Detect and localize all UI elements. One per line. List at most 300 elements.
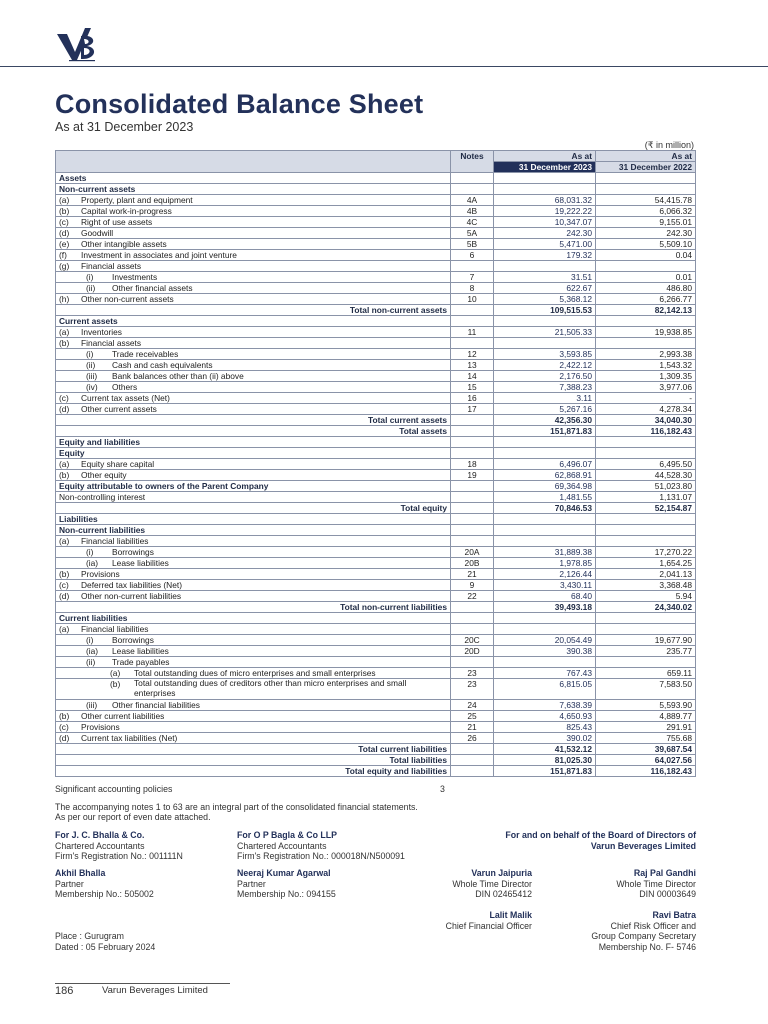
row-value-2023: 69,364.98 — [494, 481, 596, 492]
row-value-2022: 755.68 — [596, 733, 696, 744]
row-text: Non-current assets — [59, 184, 136, 194]
row-text: Bank balances other than (ii) above — [112, 371, 244, 381]
row-value-2022: 235.77 — [596, 646, 696, 657]
row-value-2023 — [494, 173, 596, 184]
row-value-2023: 7,638.39 — [494, 700, 596, 711]
row-note: 21 — [451, 569, 494, 580]
header-notes: Notes — [451, 151, 494, 173]
row-value-2022: 116,182.43 — [596, 426, 696, 437]
row-letter: (d) — [59, 228, 70, 238]
notes-text-2: As per our report of even date attached. — [55, 812, 211, 822]
row-value-2023: 42,356.30 — [494, 415, 596, 426]
signatory-1-name: Akhil Bhalla — [55, 868, 106, 878]
row-note: 20D — [451, 646, 494, 657]
row-text: Total liabilities — [389, 755, 447, 765]
row-label — [56, 261, 451, 272]
signatory-2-name: Neeraj Kumar Agarwal — [237, 868, 331, 878]
row-letter: (c) — [59, 722, 69, 732]
row-value-2023 — [494, 338, 596, 349]
row-letter: (ii) — [86, 657, 96, 667]
row-value-2023: 19,222.22 — [494, 206, 596, 217]
row-value-2023: 5,471.00 — [494, 239, 596, 250]
auditor-1 — [55, 830, 183, 862]
row-value-2022 — [596, 536, 696, 547]
row-text: Lease liabilities — [112, 558, 169, 568]
row-label — [56, 448, 451, 459]
row-value-2023: 62,868.91 — [494, 470, 596, 481]
footer-company: Varun Beverages Limited — [102, 985, 208, 996]
table-row — [56, 657, 696, 668]
row-letter: (d) — [59, 404, 70, 414]
row-text: Other current assets — [81, 404, 157, 414]
row-value-2023 — [494, 437, 596, 448]
row-value-2023 — [494, 316, 596, 327]
row-text: Current tax assets (Net) — [81, 393, 170, 403]
row-value-2023: 2,176.50 — [494, 371, 596, 382]
row-value-2023: 10,347.07 — [494, 217, 596, 228]
table-row — [56, 668, 696, 679]
row-label — [56, 766, 451, 777]
row-value-2023: 7,388.23 — [494, 382, 596, 393]
policies-note: 3 — [440, 784, 445, 794]
row-value-2022: 0.01 — [596, 272, 696, 283]
row-label — [56, 382, 451, 393]
row-value-2022: 19,938.85 — [596, 327, 696, 338]
row-value-2022 — [596, 448, 696, 459]
row-note — [451, 448, 494, 459]
notes-text-1: The accompanying notes 1 to 63 are an integral part of the consolidated financial statements. — [55, 802, 418, 812]
row-note — [451, 657, 494, 668]
row-text: Trade receivables — [112, 349, 179, 359]
row-value-2023: 68.40 — [494, 591, 596, 602]
row-label — [56, 613, 451, 624]
row-letter: (b) — [59, 338, 70, 348]
row-value-2022: 17,270.22 — [596, 547, 696, 558]
table-row — [56, 733, 696, 744]
row-note — [451, 437, 494, 448]
signatory-6-id: Membership No. F- 5746 — [598, 941, 696, 952]
table-row — [56, 217, 696, 228]
row-label — [56, 283, 451, 294]
row-text: Cash and cash equivalents — [112, 360, 213, 370]
row-note: 15 — [451, 382, 494, 393]
header-cur-bottom: 31 December 2023 — [494, 162, 596, 173]
row-label — [56, 195, 451, 206]
row-text: Non-controlling interest — [59, 492, 146, 502]
board-block — [505, 830, 696, 851]
unit-note: (₹ in million) — [644, 140, 694, 150]
signatory-1 — [55, 868, 154, 900]
row-text: Other non-current liabilities — [81, 591, 182, 601]
row-text: Investment in associates and joint venture — [81, 250, 237, 260]
row-value-2022: 19,677.90 — [596, 635, 696, 646]
row-text: Financial liabilities — [81, 536, 149, 546]
row-note: 16 — [451, 393, 494, 404]
table-row — [56, 481, 696, 492]
row-value-2023: 1,481.55 — [494, 492, 596, 503]
auditor-2-firm: For O P Bagla & Co LLP — [237, 830, 338, 840]
row-note: 4A — [451, 195, 494, 206]
row-letter: (iv) — [86, 382, 98, 392]
row-label — [56, 184, 451, 195]
signatory-5-name: Lalit Malik — [489, 910, 532, 920]
table-row — [56, 503, 696, 514]
row-text: Trade payables — [112, 657, 170, 667]
board-line2: Varun Beverages Limited — [590, 840, 696, 851]
row-value-2022: 5,593.90 — [596, 700, 696, 711]
page-title: Consolidated Balance Sheet — [55, 89, 424, 119]
row-value-2023: 70,846.53 — [494, 503, 596, 514]
row-text: Liabilities — [59, 514, 98, 524]
table-row — [56, 206, 696, 217]
row-value-2022: 7,583.50 — [596, 679, 696, 700]
row-note: 17 — [451, 404, 494, 415]
row-text: Total equity — [400, 503, 447, 513]
table-row — [56, 261, 696, 272]
table-row — [56, 437, 696, 448]
row-label — [56, 173, 451, 184]
row-text: Borrowings — [112, 547, 154, 557]
signatory-6 — [591, 910, 696, 952]
row-letter: (i) — [86, 635, 94, 645]
row-note: 4B — [451, 206, 494, 217]
auditor-1-line2: Firm's Registration No.: 001111N — [55, 851, 183, 861]
row-value-2022: 52,154.87 — [596, 503, 696, 514]
place-text: Place : Gurugram — [55, 931, 124, 941]
row-label — [56, 338, 451, 349]
table-row — [56, 700, 696, 711]
table-row — [56, 711, 696, 722]
row-note: 10 — [451, 294, 494, 305]
row-value-2022 — [596, 525, 696, 536]
row-text: Other non-current assets — [81, 294, 174, 304]
row-label — [56, 437, 451, 448]
row-label — [56, 744, 451, 755]
row-letter: (a) — [59, 624, 70, 634]
row-letter: (b) — [59, 711, 70, 721]
row-value-2023 — [494, 525, 596, 536]
signatory-5-role: Chief Financial Officer — [445, 920, 532, 931]
row-letter: (h) — [59, 294, 70, 304]
row-letter: (i) — [86, 547, 94, 557]
row-note: 26 — [451, 733, 494, 744]
row-label — [56, 371, 451, 382]
row-value-2022: 291.91 — [596, 722, 696, 733]
row-note: 21 — [451, 722, 494, 733]
row-label — [56, 755, 451, 766]
row-value-2022 — [596, 184, 696, 195]
row-value-2022 — [596, 514, 696, 525]
row-value-2022: 82,142.13 — [596, 305, 696, 316]
row-value-2023: 2,126.44 — [494, 569, 596, 580]
table-row — [56, 536, 696, 547]
row-value-2023 — [494, 624, 596, 635]
dated-text: Dated : 05 February 2024 — [55, 941, 156, 952]
signatory-4-id: DIN 00003649 — [639, 889, 696, 899]
row-label — [56, 525, 451, 536]
table-header-row — [56, 151, 696, 162]
table-row — [56, 294, 696, 305]
row-label — [56, 547, 451, 558]
row-note — [451, 173, 494, 184]
row-label — [56, 305, 451, 316]
row-note: 9 — [451, 580, 494, 591]
row-value-2022: 34,040.30 — [596, 415, 696, 426]
header-prev-top: As at — [596, 151, 696, 162]
table-row — [56, 228, 696, 239]
row-text: Other intangible assets — [81, 239, 167, 249]
row-value-2023: 390.02 — [494, 733, 596, 744]
row-label — [56, 492, 451, 503]
row-note — [451, 525, 494, 536]
row-label — [56, 711, 451, 722]
row-letter: (a) — [59, 459, 70, 469]
row-value-2023: 3,593.85 — [494, 349, 596, 360]
auditor-1-line1: Chartered Accountants — [55, 840, 145, 851]
table-row — [56, 624, 696, 635]
footer-rule — [55, 983, 230, 984]
row-note: 24 — [451, 700, 494, 711]
row-label — [56, 657, 451, 668]
row-value-2022 — [596, 657, 696, 668]
row-value-2023: 3.11 — [494, 393, 596, 404]
row-note — [451, 503, 494, 514]
signatory-3 — [452, 868, 532, 900]
row-label — [56, 228, 451, 239]
row-value-2022: 5.94 — [596, 591, 696, 602]
row-value-2022 — [596, 624, 696, 635]
table-row — [56, 470, 696, 481]
row-letter: (b) — [59, 470, 70, 480]
row-text: Property, plant and equipment — [81, 195, 193, 205]
row-text: Financial liabilities — [81, 624, 149, 634]
row-note — [451, 184, 494, 195]
table-row — [56, 569, 696, 580]
row-letter: (a) — [59, 195, 70, 205]
row-label — [56, 503, 451, 514]
row-value-2022: 5,509.10 — [596, 239, 696, 250]
row-text: Total outstanding dues of creditors other than micro enterprises and small enterprises — [134, 678, 407, 698]
row-value-2022: 6,066.32 — [596, 206, 696, 217]
row-label — [56, 580, 451, 591]
row-text: Others — [112, 382, 138, 392]
row-note: 5B — [451, 239, 494, 250]
row-label — [56, 668, 451, 679]
row-label — [56, 646, 451, 657]
auditor-2-line2: Firm's Registration No.: 000018N/N500091 — [237, 851, 405, 861]
row-value-2022 — [596, 173, 696, 184]
row-text: Assets — [59, 173, 87, 183]
row-note — [451, 602, 494, 613]
row-letter: (ia) — [86, 646, 99, 656]
row-text: Total current assets — [368, 415, 447, 425]
balance-sheet-table — [55, 150, 696, 777]
row-label — [56, 206, 451, 217]
row-letter: (ia) — [86, 558, 99, 568]
row-value-2023: 151,871.83 — [494, 766, 596, 777]
table-row — [56, 173, 696, 184]
row-value-2022: 6,495.50 — [596, 459, 696, 470]
row-letter: (b) — [59, 569, 70, 579]
header-prev-bottom: 31 December 2022 — [596, 162, 696, 173]
header-rule — [0, 66, 768, 67]
row-text: Total current liabilities — [358, 744, 447, 754]
signatory-1-role: Partner — [55, 878, 84, 889]
row-letter: (ii) — [86, 360, 96, 370]
table-row — [56, 272, 696, 283]
page-number: 186 — [55, 985, 74, 997]
signatory-6-role2: Group Company Secretary — [591, 931, 696, 941]
signatory-3-id: DIN 02465412 — [475, 889, 532, 899]
row-label — [56, 272, 451, 283]
signatory-4-role: Whole Time Director — [616, 878, 696, 889]
row-letter: (d) — [59, 591, 70, 601]
row-value-2023: 31,889.38 — [494, 547, 596, 558]
table-row — [56, 558, 696, 569]
place-date — [55, 931, 155, 952]
row-letter: (b) — [59, 206, 70, 216]
row-text: Total outstanding dues of micro enterprises and small enterprises — [134, 668, 376, 678]
row-note — [451, 536, 494, 547]
row-value-2023: 767.43 — [494, 668, 596, 679]
row-value-2022: 2,993.38 — [596, 349, 696, 360]
row-label — [56, 239, 451, 250]
signatory-4-name: Raj Pal Gandhi — [633, 868, 696, 878]
row-label — [56, 426, 451, 437]
row-value-2022: 0.04 — [596, 250, 696, 261]
row-value-2022 — [596, 613, 696, 624]
table-row — [56, 448, 696, 459]
row-text: Non-current liabilities — [59, 525, 146, 535]
row-letter: (i) — [86, 272, 94, 282]
row-letter: (a) — [110, 668, 121, 678]
row-value-2022 — [596, 338, 696, 349]
row-note: 25 — [451, 711, 494, 722]
table-row — [56, 646, 696, 657]
row-value-2022: 1,131.07 — [596, 492, 696, 503]
row-value-2023: 6,815.05 — [494, 679, 596, 700]
table-row — [56, 415, 696, 426]
row-label — [56, 679, 451, 700]
table-row — [56, 250, 696, 261]
row-value-2023: 151,871.83 — [494, 426, 596, 437]
row-value-2023: 1,978.85 — [494, 558, 596, 569]
table-row — [56, 744, 696, 755]
table-row — [56, 371, 696, 382]
row-label — [56, 360, 451, 371]
row-value-2022: 242.30 — [596, 228, 696, 239]
row-value-2022 — [596, 261, 696, 272]
table-row — [56, 525, 696, 536]
row-value-2022: 2,041.13 — [596, 569, 696, 580]
row-note — [451, 613, 494, 624]
row-text: Investments — [112, 272, 158, 282]
row-label — [56, 635, 451, 646]
row-value-2022 — [596, 316, 696, 327]
row-value-2023: 5,368.12 — [494, 294, 596, 305]
row-text: Current tax liabilities (Net) — [81, 733, 178, 743]
company-logo — [55, 22, 99, 62]
table-row — [56, 305, 696, 316]
table-row — [56, 679, 696, 700]
row-note: 20C — [451, 635, 494, 646]
row-text: Other financial liabilities — [112, 700, 200, 710]
signatory-6-role1: Chief Risk Officer and — [610, 920, 696, 931]
row-note: 7 — [451, 272, 494, 283]
row-note — [451, 492, 494, 503]
row-text: Equity share capital — [81, 459, 155, 469]
table-row — [56, 459, 696, 470]
row-label — [56, 327, 451, 338]
row-note — [451, 514, 494, 525]
row-text: Right of use assets — [81, 217, 153, 227]
signatory-3-name: Varun Jaipuria — [471, 868, 532, 878]
row-value-2022: 1,543.32 — [596, 360, 696, 371]
row-note: 6 — [451, 250, 494, 261]
signatory-3-role: Whole Time Director — [452, 878, 532, 889]
row-letter: (b) — [110, 679, 121, 689]
row-value-2023: 3,430.11 — [494, 580, 596, 591]
table-row — [56, 393, 696, 404]
row-note — [451, 338, 494, 349]
row-label — [56, 602, 451, 613]
row-note: 11 — [451, 327, 494, 338]
signatory-2 — [237, 868, 336, 900]
row-note — [451, 426, 494, 437]
table-row — [56, 338, 696, 349]
row-label — [56, 569, 451, 580]
row-text: Total assets — [399, 426, 447, 436]
table-row — [56, 580, 696, 591]
row-letter: (iii) — [86, 371, 98, 381]
table-row — [56, 283, 696, 294]
row-value-2023 — [494, 514, 596, 525]
row-label — [56, 481, 451, 492]
table-row — [56, 722, 696, 733]
policies-label: Significant accounting policies — [55, 784, 173, 794]
row-value-2023: 2,422.12 — [494, 360, 596, 371]
row-value-2023: 390.38 — [494, 646, 596, 657]
signatory-2-role: Partner — [237, 878, 266, 889]
row-letter: (f) — [59, 250, 67, 260]
row-text: Total non-current liabilities — [340, 602, 447, 612]
table-row — [56, 766, 696, 777]
table-row — [56, 360, 696, 371]
row-value-2023 — [494, 613, 596, 624]
row-value-2022: 64,027.56 — [596, 755, 696, 766]
row-letter: (a) — [59, 536, 70, 546]
auditor-2 — [237, 830, 405, 862]
row-value-2023: 5,267.16 — [494, 404, 596, 415]
row-label — [56, 217, 451, 228]
table-row — [56, 184, 696, 195]
row-letter: (g) — [59, 261, 70, 271]
row-value-2023: 179.32 — [494, 250, 596, 261]
row-note: 13 — [451, 360, 494, 371]
table-row — [56, 426, 696, 437]
row-label — [56, 393, 451, 404]
row-value-2022 — [596, 437, 696, 448]
row-text: Other financial assets — [112, 283, 193, 293]
row-value-2023 — [494, 657, 596, 668]
row-note — [451, 481, 494, 492]
row-text: Lease liabilities — [112, 646, 169, 656]
table-row — [56, 492, 696, 503]
row-note — [451, 766, 494, 777]
row-note: 18 — [451, 459, 494, 470]
row-note — [451, 624, 494, 635]
row-text: Capital work-in-progress — [81, 206, 172, 216]
